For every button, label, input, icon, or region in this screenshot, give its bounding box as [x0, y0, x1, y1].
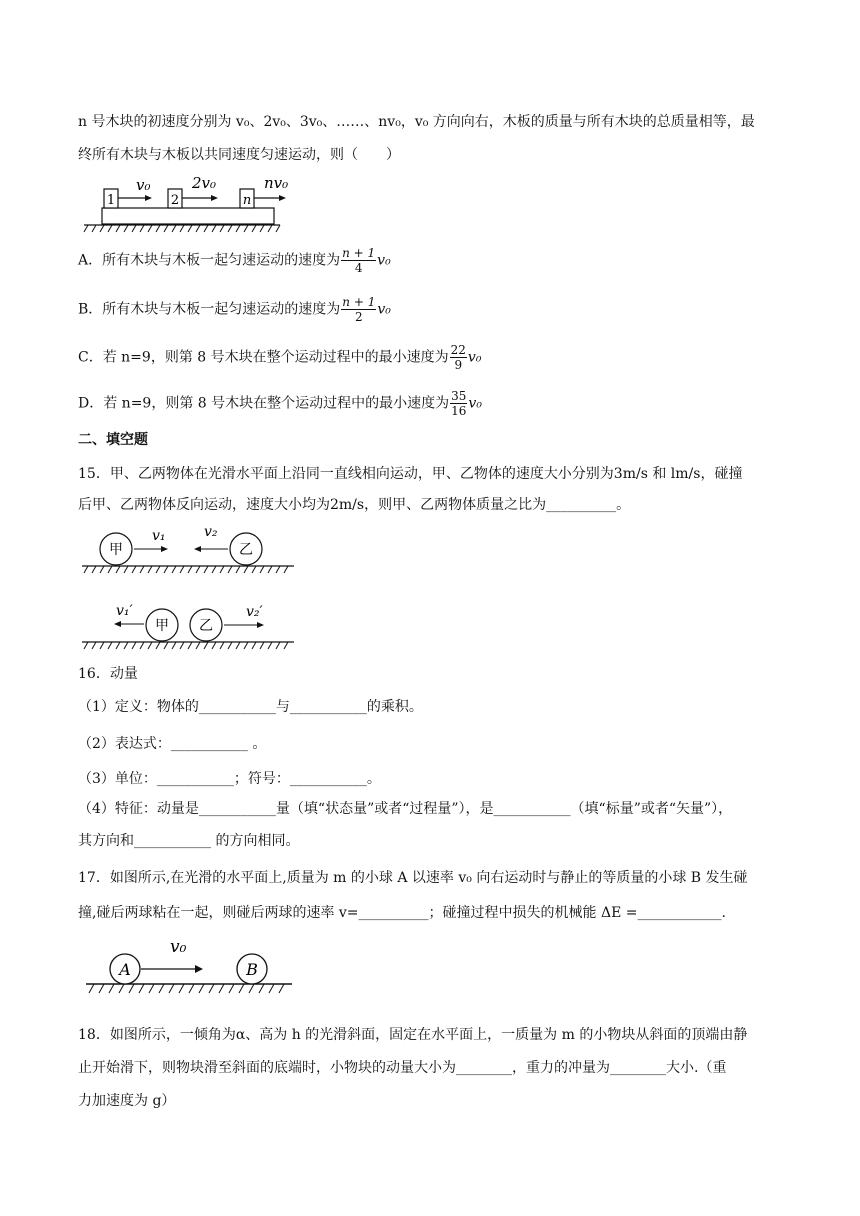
q17-text-line2: 撞,碰后两球粘在一起，则碰后两球的速率 v=__________；碰撞过程中损失的机械能 ΔE =____________. [78, 905, 726, 921]
velocity-label-2: 2v₀ [192, 174, 217, 192]
option-c-text: C．若 n=9，则第 8 号木块在整个运动过程中的最小速度为 [78, 349, 449, 366]
q17-collision-figure [86, 932, 296, 1002]
q18-text-line1: 18．如图所示，一倾角为α、高为 h 的光滑斜面，固定在水平面上，一质量为 m 的小物块从斜面的顶端由静 [78, 1027, 748, 1043]
option-a-text: A．所有木块与木板一起匀速运动的速度为 [78, 252, 341, 269]
q14-option-c [78, 343, 481, 372]
velocity-label-n: nv₀ [264, 174, 289, 192]
q16-item-2: （2）表达式：___________ 。 [78, 736, 267, 752]
q15-text-line1: 15．甲、乙两物体在光滑水平面上沿同一直线相向运动，甲、乙物体的速度大小分别为3m/s 和 lm/s，碰撞 [78, 466, 743, 482]
ball-b-label: B [246, 960, 258, 979]
q14-blocks-figure [84, 168, 289, 238]
option-b-numerator: n + 1 [342, 295, 376, 309]
option-a-denominator: 4 [354, 261, 363, 275]
ball-yi-before-label: 乙 [239, 542, 253, 558]
ball-jia-before-label: 甲 [109, 542, 123, 558]
v0-label: v₀ [170, 937, 187, 957]
option-d-numerator: 35 [451, 389, 467, 403]
option-b-unit: v₀ [377, 301, 391, 318]
option-a-unit: v₀ [377, 252, 391, 269]
q16-item-3: （3）单位：___________；符号：___________。 [78, 771, 381, 787]
q18-text-line3: 力加速度为 g） [78, 1093, 176, 1109]
option-c-unit: v₀ [467, 349, 482, 366]
ball-yi-after-label: 乙 [199, 618, 213, 634]
option-d-unit: v₀ [468, 395, 482, 412]
q14-text-line1: n 号木块的初速度分别为 v₀、2v₀、3v₀、……、nv₀，v₀ 方向向右，木板的质量与所有木块的总质量相等，最 [78, 114, 755, 130]
q14-option-d [78, 389, 482, 418]
block-1-label: 1 [106, 193, 116, 208]
option-d-denominator: 16 [451, 404, 467, 418]
q16-item-1: （1）定义：物体的___________与___________的乘积。 [78, 699, 423, 715]
option-d-text: D．若 n=9，则第 8 号木块在整个运动过程中的最小速度为 [78, 395, 450, 412]
v2-label: v₂ [204, 524, 218, 540]
block-n-label: n [242, 193, 252, 208]
velocity-label-1: v₀ [136, 176, 151, 194]
q15-text-line2: 后甲、乙两物体反向运动，速度大小均为2m/s，则甲、乙两物体质量之比为__________。 [78, 497, 631, 513]
q14-text-line2: 终所有木块与木板以共同速度匀速运动，则（ ） [78, 147, 400, 163]
option-b-fraction [341, 295, 376, 324]
option-a-numerator: n + 1 [342, 246, 376, 260]
v2-prime-label: v₂′ [246, 604, 263, 620]
option-d-fraction [450, 389, 467, 418]
q16-item-4-cont: 其方向和___________ 的方向相同。 [78, 833, 300, 849]
option-b-denominator: 2 [355, 310, 363, 324]
q16-item-4: （4）特征：动量是___________量（填“状态量”或者“过程量”），是___________（填“标量”或者“矢量”）， [78, 801, 733, 817]
option-a-fraction [341, 246, 376, 275]
section-title: 二、填空题 [78, 432, 148, 448]
q14-option-a [78, 246, 391, 275]
q17-text-line1: 17．如图所示,在光滑的水平面上,质量为 m 的小球 A 以速率 v₀ 向右运动时与静止的等质量的小球 B 发生碰 [78, 870, 748, 886]
option-c-fraction [450, 343, 467, 372]
option-c-numerator: 22 [450, 343, 466, 357]
ball-a-label: A [119, 960, 131, 979]
q16-title: 16．动量 [78, 666, 138, 682]
option-c-denominator: 9 [454, 358, 463, 372]
v1-prime-label: v₁′ [116, 603, 133, 619]
block-2-label: 2 [170, 193, 180, 208]
ball-jia-after-label: 甲 [155, 618, 169, 634]
option-b-text: B．所有木块与木板一起匀速运动的速度为 [78, 301, 341, 318]
v1-label: v₁ [152, 528, 166, 544]
q15-collision-figure [82, 518, 302, 648]
q18-text-line2: 止开始滑下，则物块滑至斜面的底端时，小物块的动量大小为________，重力的冲量为________大小.（重 [78, 1060, 727, 1076]
q14-option-b [78, 295, 391, 324]
